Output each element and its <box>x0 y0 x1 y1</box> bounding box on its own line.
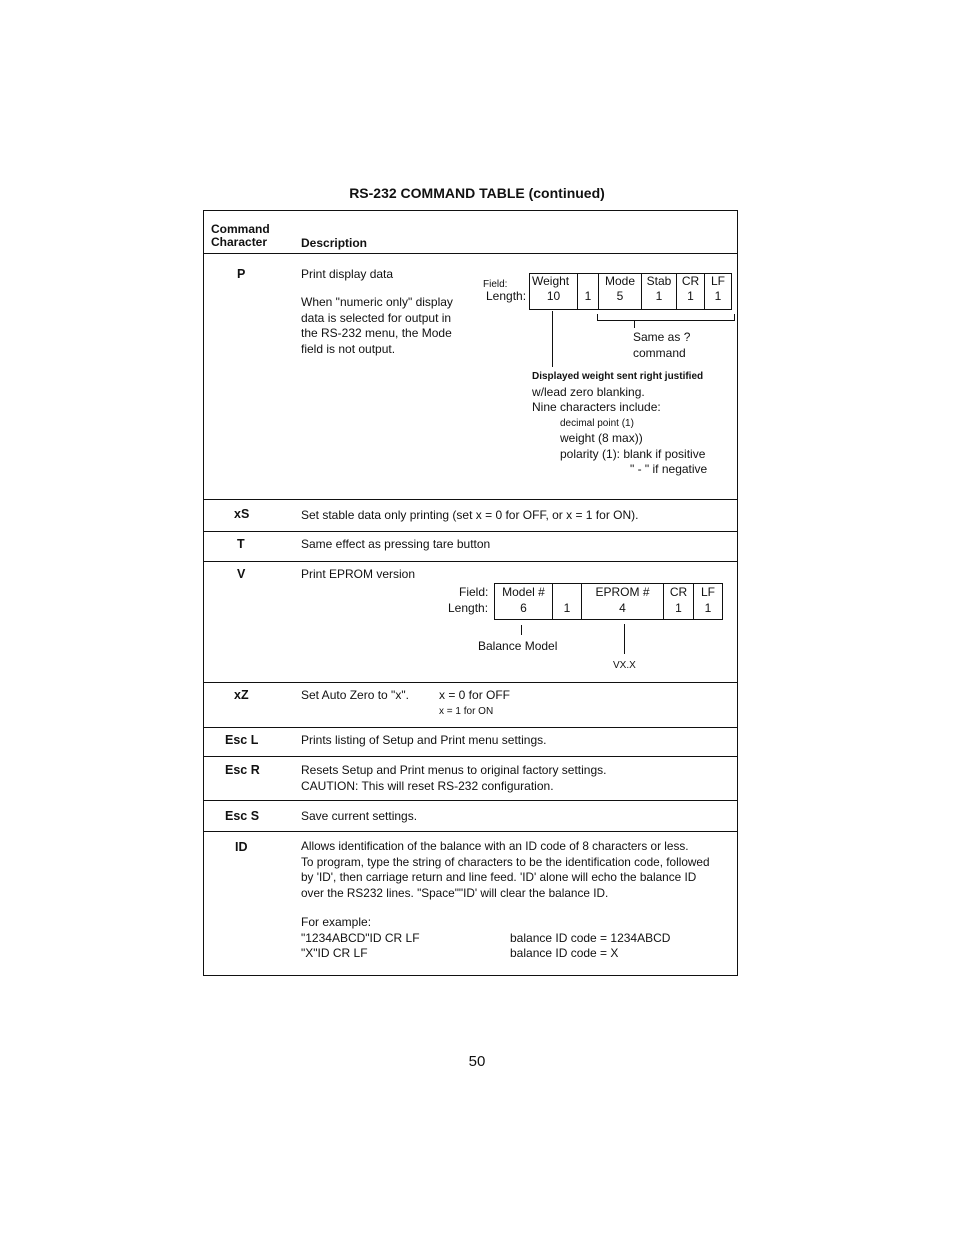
field-box: CR 1 <box>663 583 694 620</box>
field-box: Mode 5 <box>598 273 642 310</box>
field-label-v: Field: <box>459 585 489 599</box>
page-number: 50 <box>468 1053 486 1070</box>
command-table <box>203 210 738 976</box>
option-on: x = 1 for ON <box>439 706 494 717</box>
desc-p: Print display data <box>301 267 394 281</box>
cmd-esc-l: Esc L <box>225 733 259 747</box>
connector-line <box>552 311 553 367</box>
header-command: Command Character <box>211 222 270 249</box>
row-divider <box>204 682 737 683</box>
length-label-v: Length: <box>448 601 489 615</box>
connector-line <box>624 624 625 654</box>
desc-xs: Set stable data only printing (set x = 0 for OFF, or x = 1 for ON). <box>301 508 639 522</box>
desc-esc-s: Save current settings. <box>301 809 418 823</box>
example-1-command: "1234ABCD"ID CR LF <box>301 931 420 945</box>
length-label-p: Length: <box>486 289 527 303</box>
desc-t: Same effect as pressing tare button <box>301 537 491 551</box>
row-divider <box>204 561 737 562</box>
row-divider <box>204 831 737 832</box>
bracket <box>597 314 735 321</box>
cmd-p: P <box>237 267 246 281</box>
field-box: Weight 10 <box>529 273 578 310</box>
field-box: CR 1 <box>676 273 705 310</box>
cmd-xz: xZ <box>234 688 249 702</box>
row-divider <box>204 800 737 801</box>
field-box: LF 1 <box>704 273 732 310</box>
row-divider <box>204 499 737 500</box>
header-description: Description <box>301 236 368 250</box>
row-divider <box>204 727 737 728</box>
cmd-t: T <box>237 537 245 551</box>
field-box: LF 1 <box>693 583 723 620</box>
version-label: VX.X <box>613 660 636 671</box>
desc-xz: Set Auto Zero to "x". <box>301 688 409 702</box>
weight-notes: Displayed weight sent right justified w/lead zero blanking. Nine characters include: decimal point (1) weight (8 max)) polarity (1): blank if positive " - " if negative <box>532 371 708 476</box>
field-label-p: Field: <box>483 279 508 290</box>
cmd-esc-r: Esc R <box>225 763 260 777</box>
desc-id: Allows identification of the balance with an ID code of 8 characters or less. To program, type the string of characters to be the identification code, followed by 'ID', then carriage return and line feed. 'ID' alone will echo the balance ID over the RS232 lines. "Space""ID' will clear the balance ID. <box>301 839 710 900</box>
connector-line <box>634 320 635 328</box>
row-divider <box>204 253 737 254</box>
field-box: EPROM # 4 <box>581 583 664 620</box>
example-1-result: balance ID code = 1234ABCD <box>510 931 671 945</box>
field-box: 1 <box>577 273 599 310</box>
note-p: When "numeric only" display data is selected for output in the RS-232 menu, the Mode field is not output. <box>301 295 453 356</box>
same-as-note: Same as ? command <box>633 330 691 360</box>
cmd-id: ID <box>235 840 248 854</box>
cmd-esc-s: Esc S <box>225 809 260 823</box>
field-box: 1 <box>552 583 582 620</box>
row-divider <box>204 756 737 757</box>
model-label: Balance Model <box>478 639 558 653</box>
cmd-xs: xS <box>234 507 250 521</box>
desc-esc-l: Prints listing of Setup and Print menu settings. <box>301 733 547 747</box>
example-label: For example: <box>301 915 372 929</box>
field-box: Model # 6 <box>494 583 553 620</box>
example-2-command: "X"ID CR LF <box>301 946 368 960</box>
desc-v: Print EPROM version <box>301 567 416 581</box>
desc-esc-r: Resets Setup and Print menus to original factory settings. CAUTION: This will reset RS-232 configuration. <box>301 763 607 793</box>
example-2-result: balance ID code = X <box>510 946 619 960</box>
page-title: RS-232 COMMAND TABLE (continued) <box>349 185 605 201</box>
cmd-v: V <box>237 567 246 581</box>
connector-line <box>521 625 522 635</box>
option-off: x = 0 for OFF <box>439 688 511 702</box>
row-divider <box>204 531 737 532</box>
field-box: Stab 1 <box>641 273 677 310</box>
